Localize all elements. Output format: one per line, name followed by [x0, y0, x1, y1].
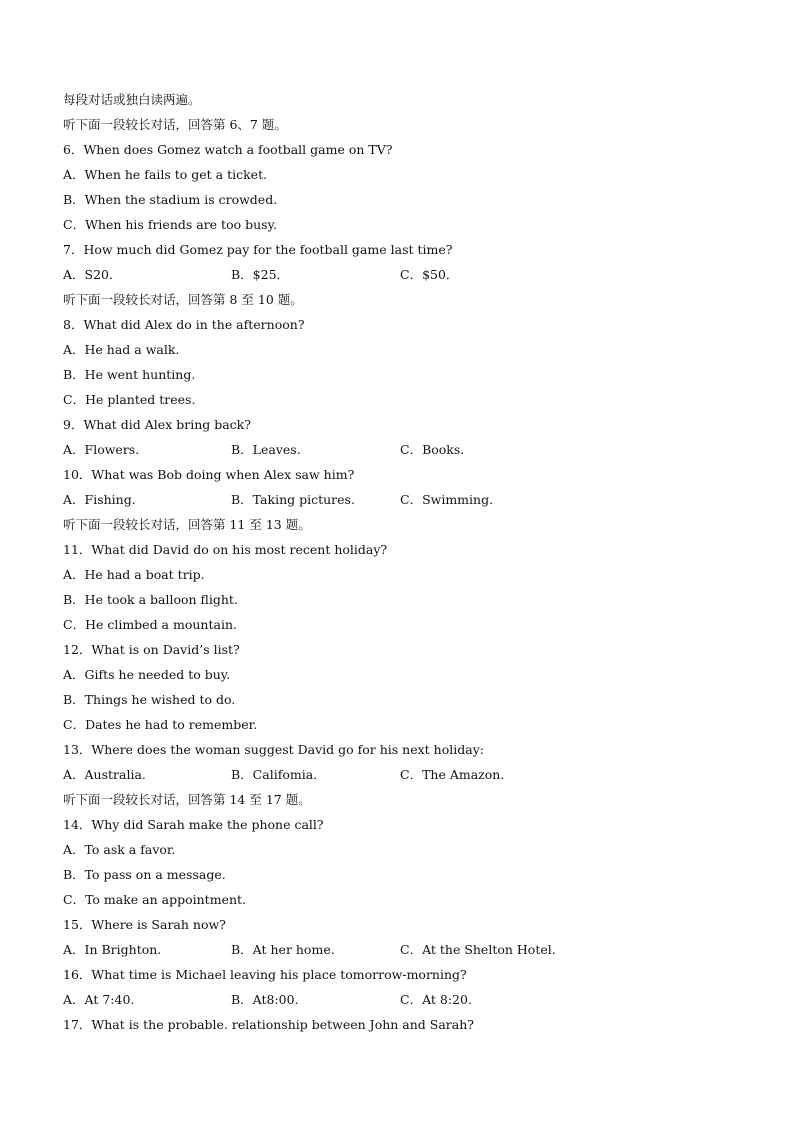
option-c: C．At 8:20.: [400, 992, 472, 1007]
answer-option: C．He climbed a mountain.: [63, 617, 237, 632]
options-row: [63, 490, 763, 515]
question-stem: 15．Where is Sarah now?: [63, 917, 226, 932]
answer-option: B．He went hunting.: [63, 367, 196, 382]
answer-option: C．He planted trees.: [63, 392, 196, 407]
option-a: A．Australia.: [63, 767, 146, 782]
answer-option: A．Gifts he needed to buy.: [63, 667, 231, 682]
option-b: B．At8:00.: [231, 992, 299, 1007]
options-row: [63, 940, 763, 965]
options-row: [63, 990, 763, 1015]
answer-option: A．When he fails to get a ticket.: [63, 167, 268, 182]
option-c: C．Books.: [400, 442, 465, 457]
option-a: A．At 7:40.: [63, 992, 135, 1007]
answer-option: B．To pass on a message.: [63, 867, 226, 882]
section-instruction: 听下面一段较长对话，回答第 6、7 题。: [63, 117, 287, 132]
section-instruction: 听下面一段较长对话，回答第 14 至 17 题。: [63, 792, 311, 807]
option-a: A．Flowers.: [63, 442, 140, 457]
question-stem: 9．What did Alex bring back?: [63, 417, 251, 432]
option-c: C．At the Shelton Hotel.: [400, 942, 556, 957]
options-row: [63, 765, 763, 790]
option-a: A．S20．: [63, 267, 122, 282]
options-row: [63, 440, 763, 465]
section-instruction: 听下面一段较长对话，回答第 8 至 10 题。: [63, 292, 303, 307]
answer-option: B．When the stadium is crowded.: [63, 192, 278, 207]
question-stem: 8．What did Alex do in the afternoon?: [63, 317, 305, 332]
question-stem: 16．What time is Michael leaving his place tomorrow-morning?: [63, 967, 467, 982]
document-body: [63, 90, 763, 1040]
question-stem: 13．Where does the woman suggest David go for his next holiday:: [63, 742, 484, 757]
section-instruction: 每段对话或独白读两遍。: [63, 92, 201, 107]
option-c: C．Swimming.: [400, 492, 494, 507]
section-instruction: 听下面一段较长对话，回答第 11 至 13 题。: [63, 517, 311, 532]
answer-option: A．He had a walk.: [63, 342, 180, 357]
answer-option: C．To make an appointment.: [63, 892, 247, 907]
option-b: B．Califomia.: [231, 767, 318, 782]
option-b: B．$25．: [231, 267, 290, 282]
option-c: C．The Amazon.: [400, 767, 505, 782]
question-stem: 17．What is the probable. relationship between John and Sarah?: [63, 1017, 474, 1032]
option-a: A．Fishing.: [63, 492, 136, 507]
question-stem: 10．What was Bob doing when Alex saw him?: [63, 467, 355, 482]
answer-option: B．Things he wished to do.: [63, 692, 236, 707]
option-a: A．In Brighton.: [63, 942, 162, 957]
question-stem: 11．What did David do on his most recent holiday?: [63, 542, 388, 557]
answer-option: B．He took a balloon flight.: [63, 592, 238, 607]
option-c: C．$50．: [400, 267, 459, 282]
question-stem: 7．How much did Gomez pay for the football game last time?: [63, 242, 453, 257]
question-stem: 14．Why did Sarah make the phone call?: [63, 817, 324, 832]
answer-option: A．To ask a favor.: [63, 842, 176, 857]
answer-option: C．Dates he had to remember.: [63, 717, 258, 732]
options-row: [63, 265, 763, 290]
question-stem: 12．What is on David’s list?: [63, 642, 240, 657]
answer-option: A．He had a boat trip.: [63, 567, 205, 582]
option-b: B．Leaves.: [231, 442, 301, 457]
question-stem: 6．When does Gomez watch a football game on TV?: [63, 142, 393, 157]
option-b: B．Taking pictures.: [231, 492, 355, 507]
answer-option: C．When his friends are too busy.: [63, 217, 277, 232]
option-b: B．At her home.: [231, 942, 335, 957]
